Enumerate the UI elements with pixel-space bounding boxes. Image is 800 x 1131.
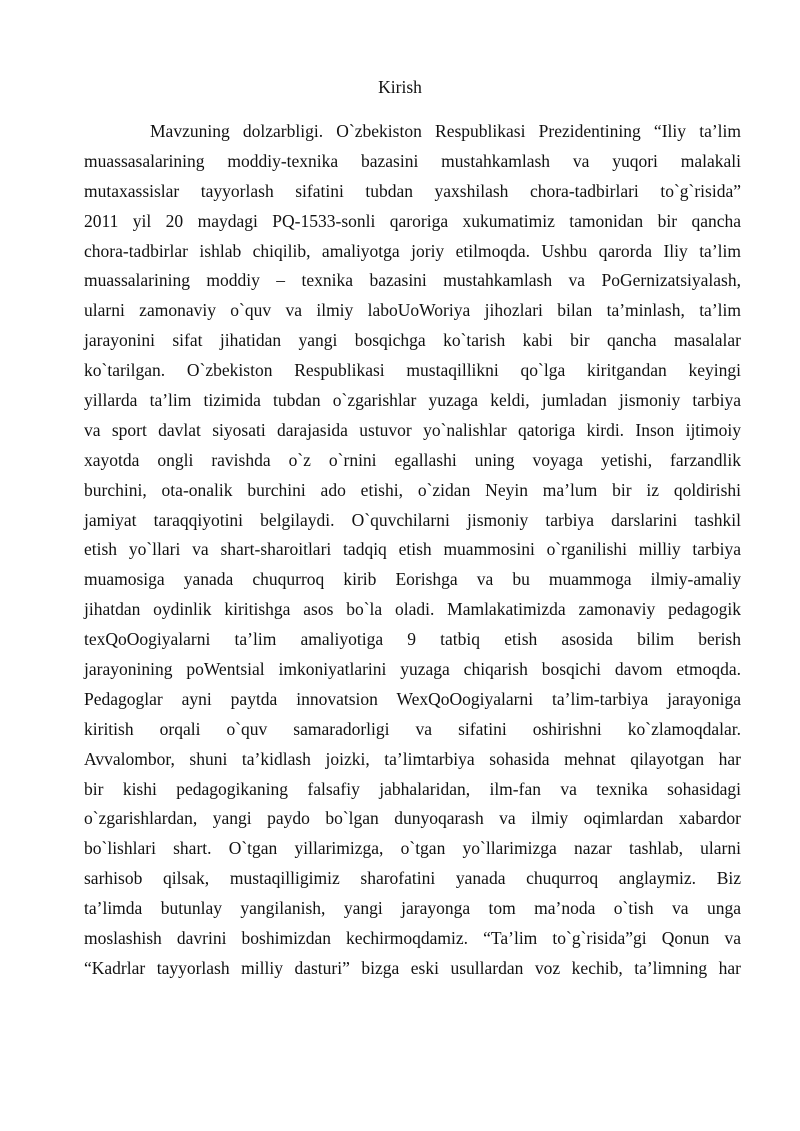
text-line: mutaxassislar tayyorlash sifatini tubdan yaxshilash chora-tadbirlari to`g`risida” — [84, 180, 741, 201]
text-line: ularni zamonaviy o`quv va ilmiy laboUoWoriya jihozlari bilan ta’minlash, ta’lim — [84, 300, 741, 321]
body-paragraph — [84, 117, 741, 984]
text-line: ko`tarilgan. O`zbekiston Respublikasi mustaqillikni qo`lga kiritgandan keyingi — [84, 360, 741, 381]
text-line: texQoOogiyalarni ta’lim amaliyotiga 9 tatbiq etish asosida bilim berish — [84, 629, 741, 650]
text-line: jarayonining poWentsial imkoniyatlarini yuzaga chiqarish bosqichi davom etmoqda. — [84, 659, 741, 680]
text-line: kiritish orqali o`quv samaradorligi va sifatini oshirishni ko`zlamoqdalar. — [84, 718, 741, 739]
text-line: jamiyat taraqqiyotini belgilaydi. O`quvchilarni jismoniy tarbiya darslarini tashkil — [84, 509, 741, 530]
text-line: muassalarining moddiy – texnika bazasini mustahkamlash va PoGernizatsiyalash, — [84, 270, 741, 291]
text-line: jarayonini sifat jihatidan yangi bosqichga ko`tarish kabi bir qancha masalalar — [84, 330, 741, 351]
text-line: sarhisob qilsak, mustaqilligimiz sharofatini yanada chuqurroq anglaymiz. Biz — [84, 868, 741, 889]
text-line: Pedagoglar ayni paytda innovatsion WexQoOogiyalarni ta’lim-tarbiya jarayoniga — [84, 688, 741, 709]
text-line: burchini, ota-onalik burchini ado etishi, o`zidan Neyin ma’lum bir iz qoldirishi — [84, 479, 741, 500]
text-line: 2011 yil 20 maydagi PQ-1533-sonli qaroriga xukumatimiz tamonidan bir qancha — [84, 210, 741, 231]
text-line: Avvalombor, shuni ta’kidlash joizki, ta’limtarbiya sohasida mehnat qilayotgan har — [84, 748, 741, 769]
text-line: bir kishi pedagogikaning falsafiy jabhalaridan, ilm-fan va texnika sohasidagi — [84, 778, 741, 799]
text-line: ta’limda butunlay yangilanish, yangi jarayonga tom ma’noda o`tish va unga — [84, 898, 741, 919]
text-line: “Kadrlar tayyorlash milliy dasturi” bizga eski usullardan voz kechib, ta’limning har — [84, 957, 741, 978]
text-line: muamosiga yanada chuqurroq kirib Eorishga va bu muammoga ilmiy-amaliy — [84, 569, 741, 590]
text-line: jihatdan oydinlik kiritishga asos bo`la oladi. Mamlakatimizda zamonaviy pedagogik — [84, 599, 741, 620]
text-line: va sport davlat siyosati darajasida ustuvor yo`nalishlar qatoriga kirdi. Inson ijtimoiy — [84, 419, 741, 440]
text-line: chora-tadbirlar ishlab chiqilib, amaliyotga joriy etilmoqda. Ushbu qarorda Iliy ta’lim — [84, 240, 741, 261]
text-line: etish yo`llari va shart-sharoitlari tadqiq etish muammosini o`rganilishi milliy tarbiya — [84, 539, 741, 560]
text-line: xayotda ongli ravishda o`z o`rnini egallashi uning voyaga yetishi, farzandlik — [84, 449, 741, 470]
text-line: yillarda ta’lim tizimida tubdan o`zgarishlar yuzaga keldi, jumladan jismoniy tarbiya — [84, 390, 741, 411]
text-line: o`zgarishlardan, yangi paydo bo`lgan dunyoqarash va ilmiy oqimlardan xabardor — [84, 808, 741, 829]
page-title: Kirish — [378, 77, 422, 97]
text-line: bo`lishlari shart. O`tgan yillarimizga, o`tgan yo`llarimizga nazar tashlab, ularni — [84, 838, 741, 859]
text-line: moslashish davrini boshimizdan kechirmoqdamiz. “Ta’lim to`g`risida”gi Qonun va — [84, 928, 741, 949]
text-line: muassasalarining moddiy-texnika bazasini mustahkamlash va yuqori malakali — [84, 150, 741, 171]
text-line: Mavzuning dolzarbligi. O`zbekiston Respublikasi Prezidentining “Iliy ta’lim — [150, 121, 741, 141]
